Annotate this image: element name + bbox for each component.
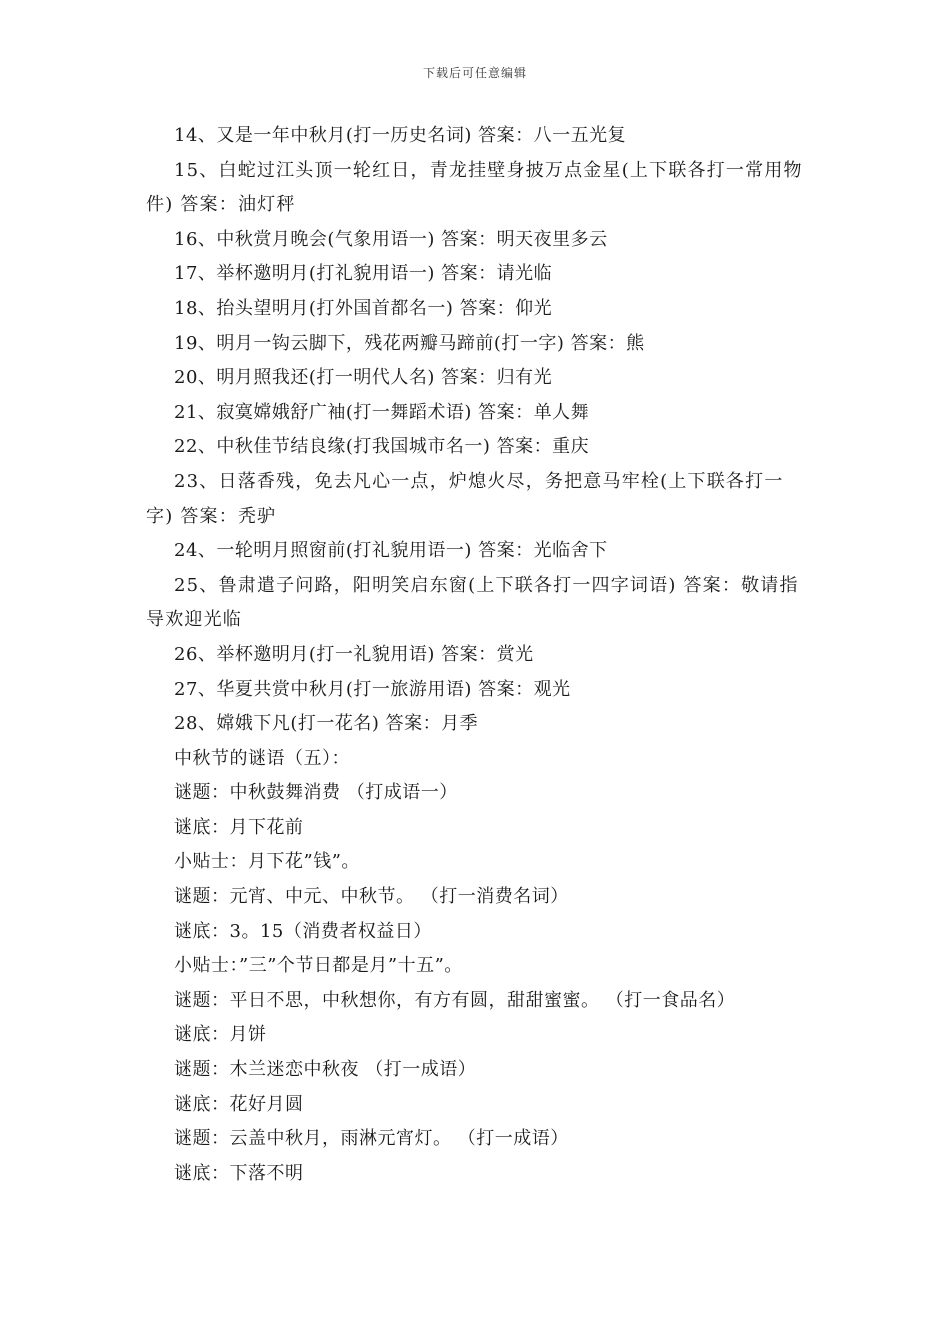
riddle-tip: 小贴士：”三”个节日都是月”十五”。 xyxy=(174,955,463,977)
riddle-question: 谜题：平日不思，中秋想你，有方有圆，甜甜蜜蜜。 （打一食品名） xyxy=(174,989,736,1011)
document-body xyxy=(146,119,810,1191)
riddle-19: 19、明月一钩云脚下，残花两瓣马蹄前(打一字) 答案：熊 xyxy=(174,332,645,354)
riddle-14: 14、又是一年中秋月(打一历史名词) 答案：八一五光复 xyxy=(174,125,627,146)
riddle-answer: 谜底：3。15（消费者权益日） xyxy=(174,920,432,942)
riddle-answer: 谜底：月下花前 xyxy=(174,816,304,838)
riddle-question: 谜题：中秋鼓舞消费 （打成语一） xyxy=(174,782,458,804)
riddle-tip: 小贴士：月下花”钱”。 xyxy=(174,851,360,873)
riddle-26: 26、举杯邀明月(打一礼貌用语) 答案：赏光 xyxy=(174,643,534,665)
section-heading: 中秋节的谜语（五）： xyxy=(174,747,350,769)
riddle-22: 22、中秋佳节结良缘(打我国城市名一) 答案：重庆 xyxy=(174,436,590,458)
riddle-24: 24、一轮明月照窗前(打礼貌用语一) 答案：光临舍下 xyxy=(174,540,608,562)
riddle-20: 20、明月照我还(打一明代人名) 答案：归有光 xyxy=(174,367,553,389)
riddle-27: 27、华夏共赏中秋月(打一旅游用语) 答案：观光 xyxy=(174,678,571,700)
riddle-question: 谜题：云盖中秋月，雨淋元宵灯。 （打一成语） xyxy=(174,1128,569,1150)
riddle-18: 18、抬头望明月(打外国首都名一) 答案：仰光 xyxy=(174,297,553,319)
riddle-17: 17、举杯邀明月(打礼貌用语一) 答案：请光临 xyxy=(174,263,553,285)
riddle-question: 谜题：元宵、中元、中秋节。 （打一消费名词） xyxy=(174,886,569,908)
riddle-21: 21、寂寞嫦娥舒广袖(打一舞蹈术语) 答案：单人舞 xyxy=(174,401,590,423)
riddle-answer: 谜底：月饼 xyxy=(174,1024,267,1046)
riddle-answer: 谜底：花好月圆 xyxy=(174,1093,304,1115)
riddle-question: 谜题：木兰迷恋中秋夜 （打一成语） xyxy=(174,1059,477,1081)
riddle-16: 16、中秋赏月晚会(气象用语一) 答案：明天夜里多云 xyxy=(174,228,608,250)
riddle-23: 23、日落香残，免去凡心一点，炉熄火尽，务把意马牢栓(上下联各打一字) 答案：秃驴 xyxy=(146,470,784,527)
riddle-28: 28、嫦娥下凡(打一花名) 答案：月季 xyxy=(174,713,479,735)
riddle-15: 15、白蛇过江头顶一轮红日，青龙挂壁身披万点金星(上下联各打一常用物件) 答案：油灯秤 xyxy=(146,159,803,216)
riddle-25: 25、鲁肃遣子问路，阳明笑启东窗(上下联各打一四字词语) 答案：敬请指导欢迎光临 xyxy=(146,574,799,631)
riddle-answer: 谜底：下落不明 xyxy=(174,1162,304,1184)
page-header: 下载后可任意编辑 xyxy=(422,66,527,80)
